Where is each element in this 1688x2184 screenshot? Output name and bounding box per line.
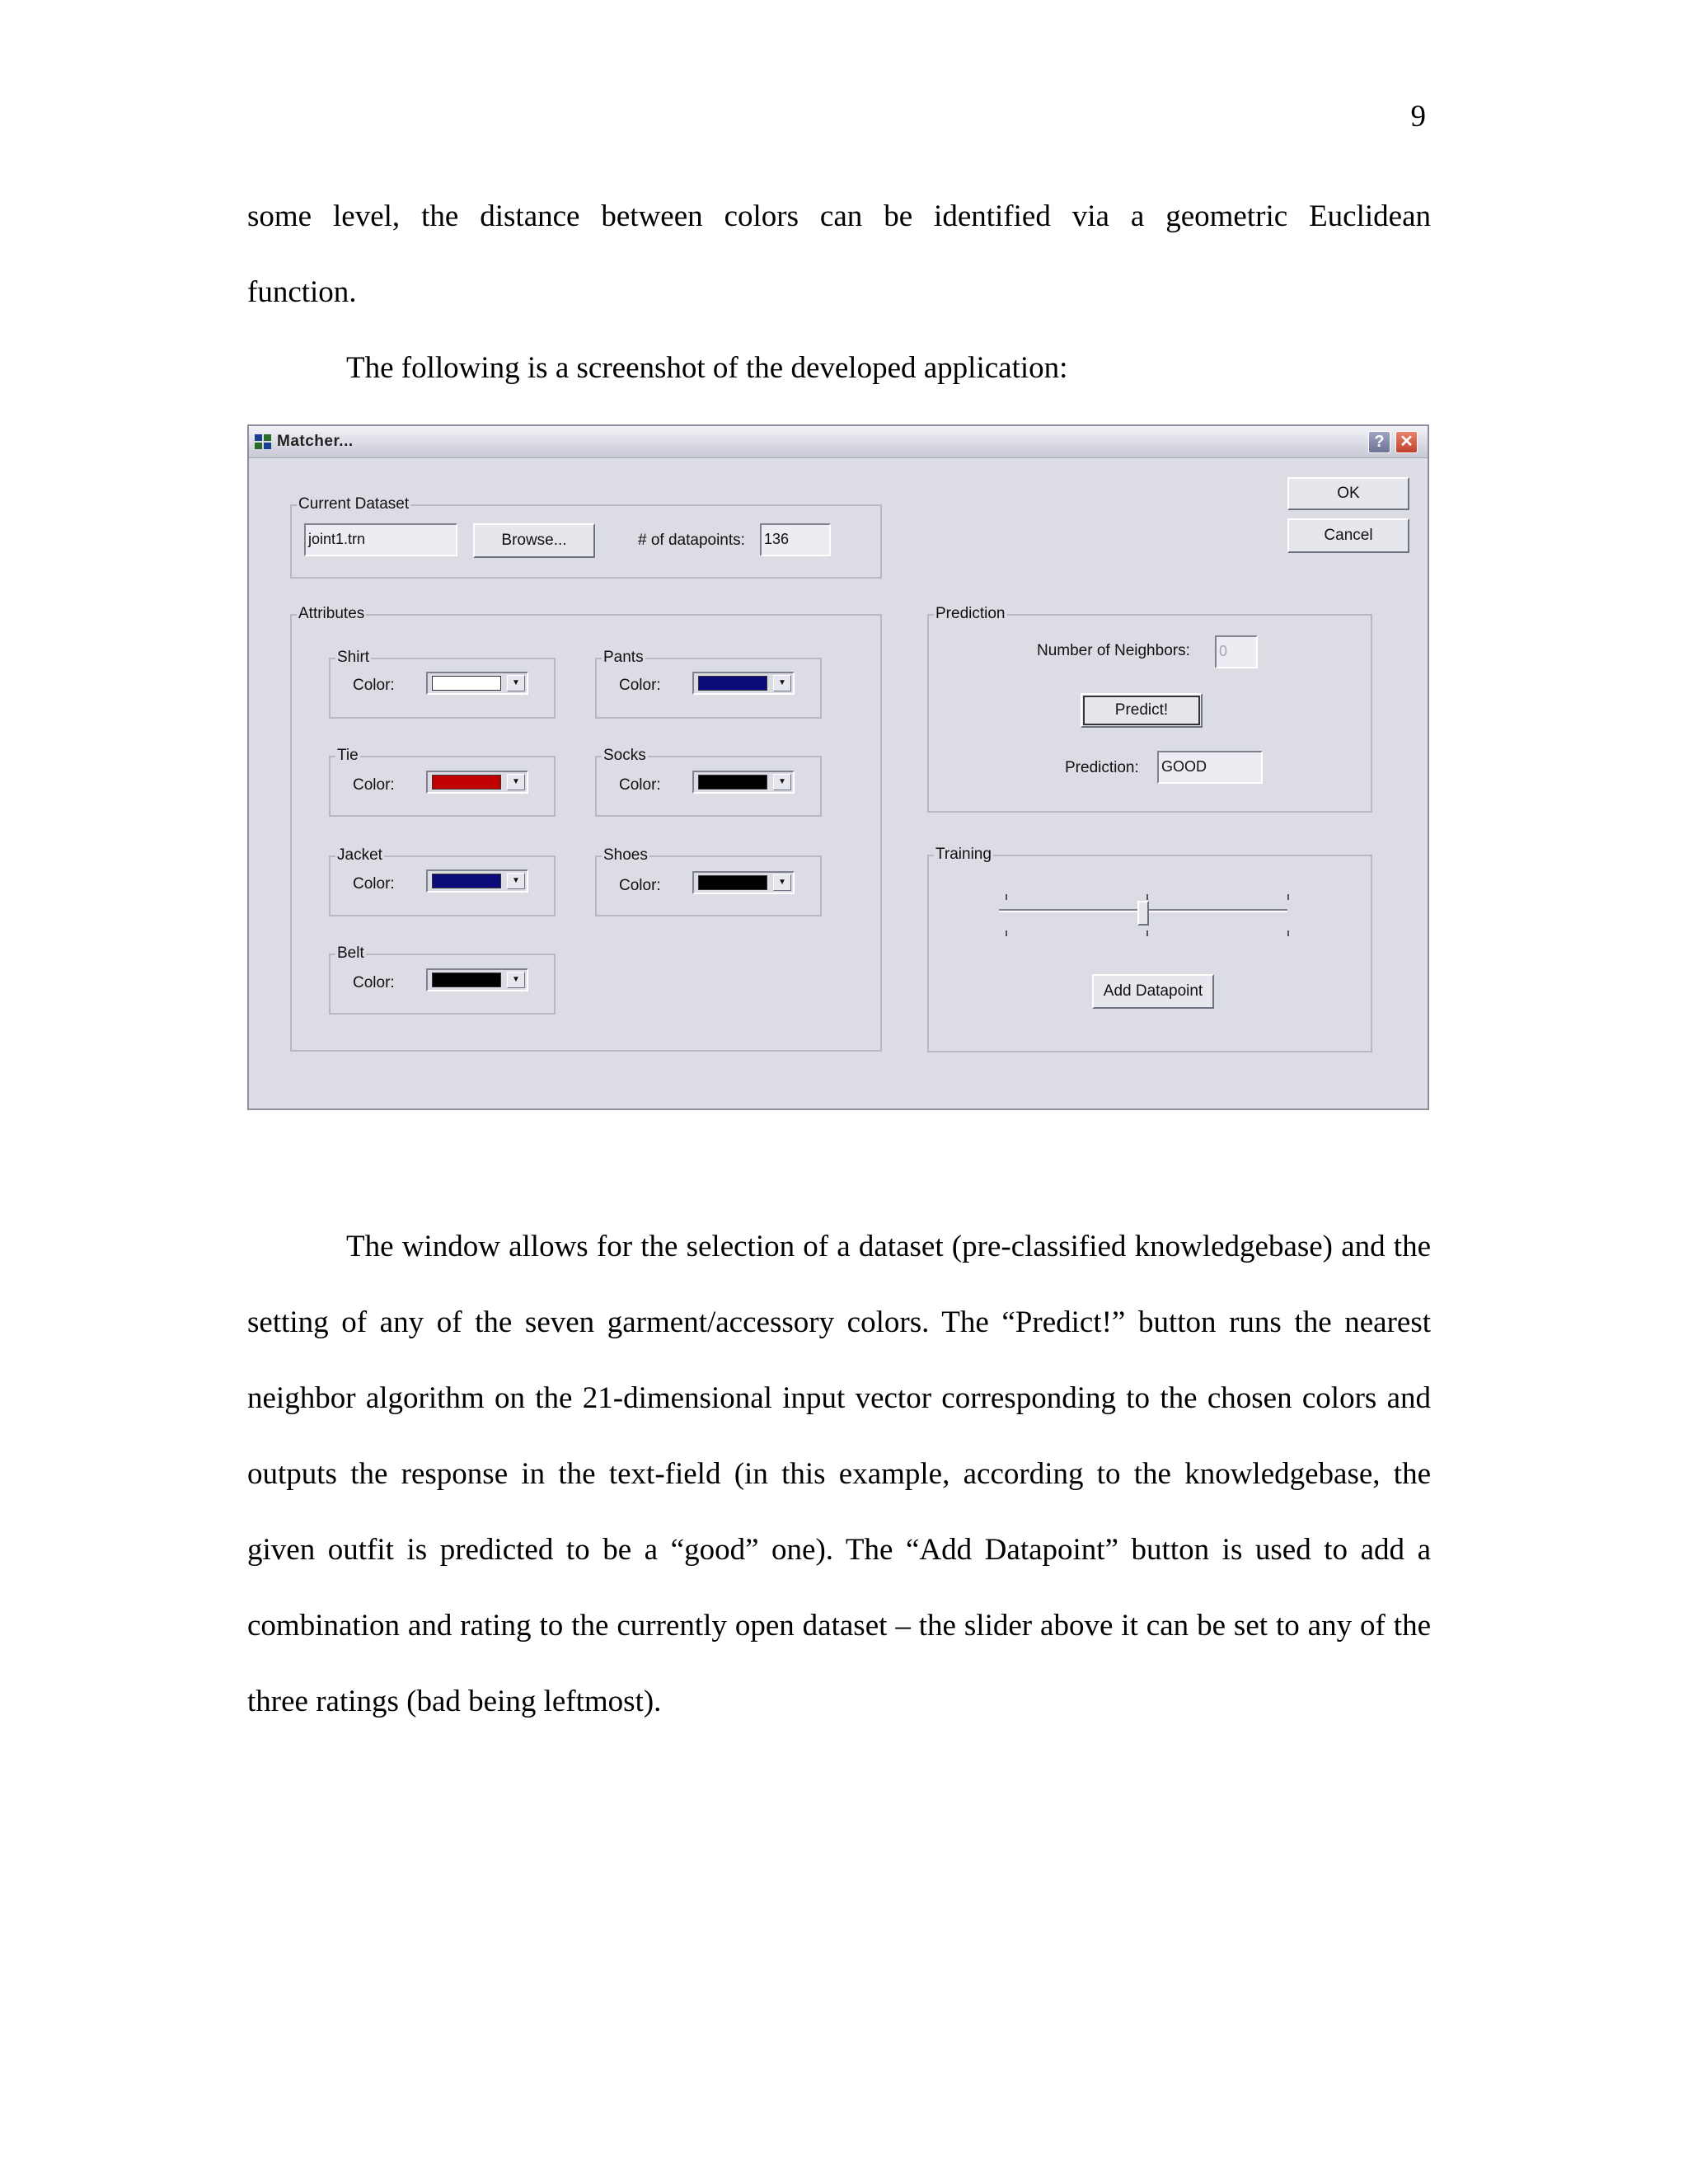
datapoints-field: 136 (760, 523, 831, 556)
slider-tick-left-bottom (1006, 930, 1007, 936)
add-datapoint-button[interactable]: Add Datapoint (1092, 974, 1214, 1009)
predict-button[interactable]: Predict! (1081, 693, 1203, 728)
belt-color-select[interactable] (426, 968, 528, 991)
prediction-result-label: Prediction: (1065, 759, 1139, 776)
pants-color-label: Color: (619, 677, 661, 694)
dataset-file-field[interactable]: joint1.trn (304, 523, 457, 556)
socks-color-select[interactable] (692, 771, 795, 794)
shoes-color-label: Color: (619, 877, 661, 894)
slider-tick-middle-bottom (1146, 930, 1148, 936)
belt-color-label: Color: (353, 974, 395, 991)
slider-tick-middle-top (1146, 894, 1148, 900)
jacket-color-select[interactable] (426, 869, 528, 893)
pants-legend: Pants (603, 649, 644, 666)
shirt-color-select[interactable] (426, 672, 528, 695)
title-bar[interactable] (249, 426, 1428, 458)
pants-color-swatch (698, 676, 767, 691)
tie-color-select[interactable] (426, 771, 528, 794)
chevron-down-icon[interactable]: ▼ (773, 675, 791, 691)
socks-color-label: Color: (619, 776, 661, 794)
shoes-color-swatch (698, 875, 767, 890)
belt-color-swatch (432, 972, 501, 987)
intro-line-2: function. (247, 275, 357, 309)
chevron-down-icon[interactable]: ▼ (507, 774, 525, 790)
shoes-color-select[interactable] (692, 871, 795, 894)
socks-legend: Socks (603, 747, 646, 764)
training-legend: Training (935, 846, 992, 863)
belt-legend: Belt (337, 944, 364, 962)
slider-tick-right-top (1287, 894, 1289, 900)
tie-color-swatch (432, 775, 501, 790)
shoes-legend: Shoes (603, 846, 648, 864)
shirt-legend: Shirt (337, 649, 370, 666)
jacket-color-swatch (432, 874, 501, 888)
intro-line-1: some level, the distance between colors can be identified via a geometric Euclidean (247, 199, 1431, 233)
chevron-down-icon[interactable]: ▼ (507, 675, 525, 691)
prediction-legend: Prediction (935, 605, 1006, 622)
chevron-down-icon[interactable]: ▼ (773, 774, 791, 790)
rating-slider-thumb[interactable] (1137, 901, 1149, 926)
chevron-down-icon[interactable]: ▼ (507, 972, 525, 988)
slider-tick-left-top (1006, 894, 1007, 900)
jacket-color-label: Color: (353, 875, 395, 893)
app-icon (254, 434, 272, 450)
training-group (927, 846, 1372, 1052)
matcher-dialog (247, 424, 1429, 1110)
shirt-color-label: Color: (353, 677, 395, 694)
help-icon[interactable]: ? (1368, 431, 1390, 453)
chevron-down-icon[interactable]: ▼ (773, 874, 791, 891)
ok-button[interactable]: OK (1287, 477, 1409, 510)
neighbors-field[interactable]: 0 (1215, 635, 1258, 668)
pants-color-select[interactable] (692, 672, 795, 695)
prediction-result-field: GOOD (1157, 751, 1263, 784)
screenshot-intro: The following is a screenshot of the developed application: (346, 351, 1068, 385)
tie-legend: Tie (337, 747, 359, 764)
jacket-legend: Jacket (337, 846, 382, 864)
tie-color-label: Color: (353, 776, 395, 794)
close-icon[interactable]: ✕ (1395, 431, 1418, 453)
chevron-down-icon[interactable]: ▼ (507, 873, 525, 889)
current-dataset-legend: Current Dataset (298, 495, 410, 513)
shirt-color-swatch (432, 676, 501, 691)
page-number: 9 (1410, 100, 1426, 134)
browse-button[interactable]: Browse... (473, 523, 595, 558)
cancel-button[interactable]: Cancel (1287, 518, 1409, 553)
slider-tick-right-bottom (1287, 930, 1289, 936)
window-title: Matcher... (277, 433, 354, 450)
description-paragraph: The window allows for the selection of a dataset (pre-classified knowledgebase) and the setting of any of the seven garment/accessory colors. The “Predict!” button runs the nearest neighbor algorithm on the 21-dimensional input vector corresponding to the chosen colors and outputs the response in the text-field (in this example, according to the knowledgebase, the given outfit is predicted to be a “good” one). The “Add Datapoint” button is used to add a combination and rating to the currently open dataset – the slider above it can be set to any of the three ratings (bad being leftmost). (247, 1230, 1431, 1718)
datapoints-label: # of datapoints: (638, 532, 745, 549)
attributes-legend: Attributes (298, 605, 365, 622)
neighbors-label: Number of Neighbors: (1037, 642, 1190, 659)
socks-color-swatch (698, 775, 767, 790)
